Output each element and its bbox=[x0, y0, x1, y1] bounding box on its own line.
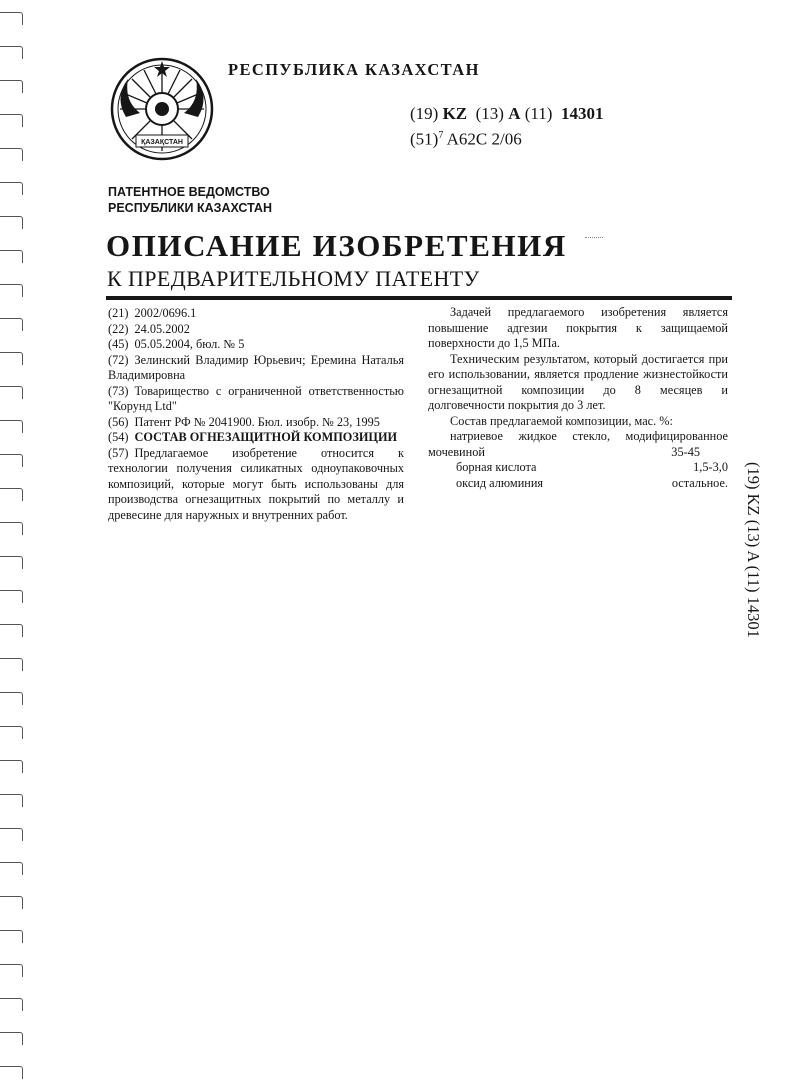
composition-table bbox=[428, 429, 728, 491]
binding-hole bbox=[0, 522, 23, 535]
binding-hole bbox=[0, 1032, 23, 1045]
patent-office: ПАТЕНТНОЕ ВЕДОМСТВО РЕСПУБЛИКИ КАЗАХСТАН bbox=[108, 185, 272, 215]
composition-heading: Состав предлагаемой композиции, мас. %: bbox=[450, 413, 673, 428]
scan-mark bbox=[585, 237, 603, 242]
binding-hole bbox=[0, 318, 23, 331]
binding-hole bbox=[0, 556, 23, 569]
biblio-item-title: (54) СОСТАВ ОГНЕЗАЩИТНОЙ КОМПОЗИЦИИ bbox=[108, 430, 398, 444]
binding-hole bbox=[0, 352, 23, 365]
page-title: ОПИСАНИЕ ИЗОБРЕТЕНИЯ bbox=[106, 228, 567, 263]
binding-hole bbox=[0, 12, 23, 25]
binding-hole bbox=[0, 250, 23, 263]
emblem-text: ҚАЗАҚСТАН bbox=[141, 139, 183, 146]
country-code: KZ bbox=[442, 104, 468, 123]
binding-hole bbox=[0, 182, 23, 195]
binding-hole bbox=[0, 794, 23, 807]
binding-hole bbox=[0, 46, 23, 59]
kind-code: A bbox=[508, 104, 521, 123]
composition-row: борная кислота 1,5-3,0 bbox=[456, 460, 728, 474]
binding-hole bbox=[0, 760, 23, 773]
biblio-item: (45) 05.05.2004, бюл. № 5 bbox=[108, 337, 245, 351]
binding-hole bbox=[0, 420, 23, 433]
biblio-item: (22) 24.05.2002 bbox=[108, 321, 190, 336]
patent-number: 14301 bbox=[560, 104, 604, 123]
ipc-class: A62C 2/06 bbox=[446, 129, 522, 149]
kazakhstan-emblem-icon bbox=[106, 57, 218, 163]
binding-hole bbox=[0, 454, 23, 467]
binding-hole bbox=[0, 692, 23, 705]
bibliographic-data bbox=[108, 306, 404, 523]
biblio-item: (72) Зелинский Владимир Юрьевич; Еремина Наталья Владимировна bbox=[108, 352, 404, 382]
binding-hole bbox=[0, 488, 23, 501]
republic-name: РЕСПУБЛИКА КАЗАХСТАН bbox=[228, 60, 480, 79]
title-rule bbox=[106, 296, 732, 300]
codes-line-1: (19) KZ (13) A (11) 14301 bbox=[410, 104, 604, 123]
composition-row: натриевое жидкое стекло, модифицированное мочевиной 35-45 bbox=[428, 429, 728, 459]
binding-hole bbox=[0, 828, 23, 841]
binding-hole bbox=[0, 590, 23, 603]
binding-hole bbox=[0, 726, 23, 739]
page-subtitle: К ПРЕДВАРИТЕЛЬНОМУ ПАТЕНТУ bbox=[107, 266, 480, 291]
binding-hole bbox=[0, 216, 23, 229]
binding-hole bbox=[0, 1066, 23, 1079]
binding-hole bbox=[0, 624, 23, 637]
biblio-item: (73) Товарищество с ограниченной ответственностью "Корунд Ltd" bbox=[108, 383, 404, 413]
binding-holes bbox=[0, 0, 26, 1080]
binding-hole bbox=[0, 862, 23, 875]
patent-codes bbox=[410, 103, 603, 151]
binding-hole bbox=[0, 998, 23, 1011]
binding-hole bbox=[0, 148, 23, 161]
binding-hole bbox=[0, 114, 23, 127]
binding-hole bbox=[0, 284, 23, 297]
description bbox=[428, 305, 728, 491]
description-paragraph: Техническим результатом, который достигается при его использовании, является продление жизнестойкости огнезащитной композиции до 8 месяцев и долговечности покрытия до 3 лет. bbox=[428, 351, 728, 412]
biblio-item: (56) Патент РФ № 2041900. Бюл. изобр. № 23, 1995 bbox=[108, 414, 380, 429]
binding-hole bbox=[0, 930, 23, 943]
binding-hole bbox=[0, 386, 23, 399]
binding-hole bbox=[0, 80, 23, 93]
spine-label: (19) KZ (13) A (11) 14301 bbox=[744, 462, 763, 638]
binding-hole bbox=[0, 658, 23, 671]
description-paragraph: Задачей предлагаемого изобретения является повышение адгезии покрытия к защищаемой поверхности до 1,5 МПа. bbox=[428, 305, 728, 350]
binding-hole bbox=[0, 964, 23, 977]
binding-hole bbox=[0, 896, 23, 909]
biblio-item-abstract: (57) Предлагаемое изобретение относится к технологии получения силикатных одноупаковочных композиций, которые могут быть использованы для производства огнезащитных покрытий по металлу и древесине для наружных и внутренних работ. bbox=[108, 445, 404, 522]
composition-row: оксид алюминия остальное. bbox=[456, 475, 728, 490]
biblio-item: (21) 2002/0696.1 bbox=[108, 306, 197, 320]
codes-line-2: $(51)^7$ A62C 2/06 bbox=[410, 129, 522, 149]
